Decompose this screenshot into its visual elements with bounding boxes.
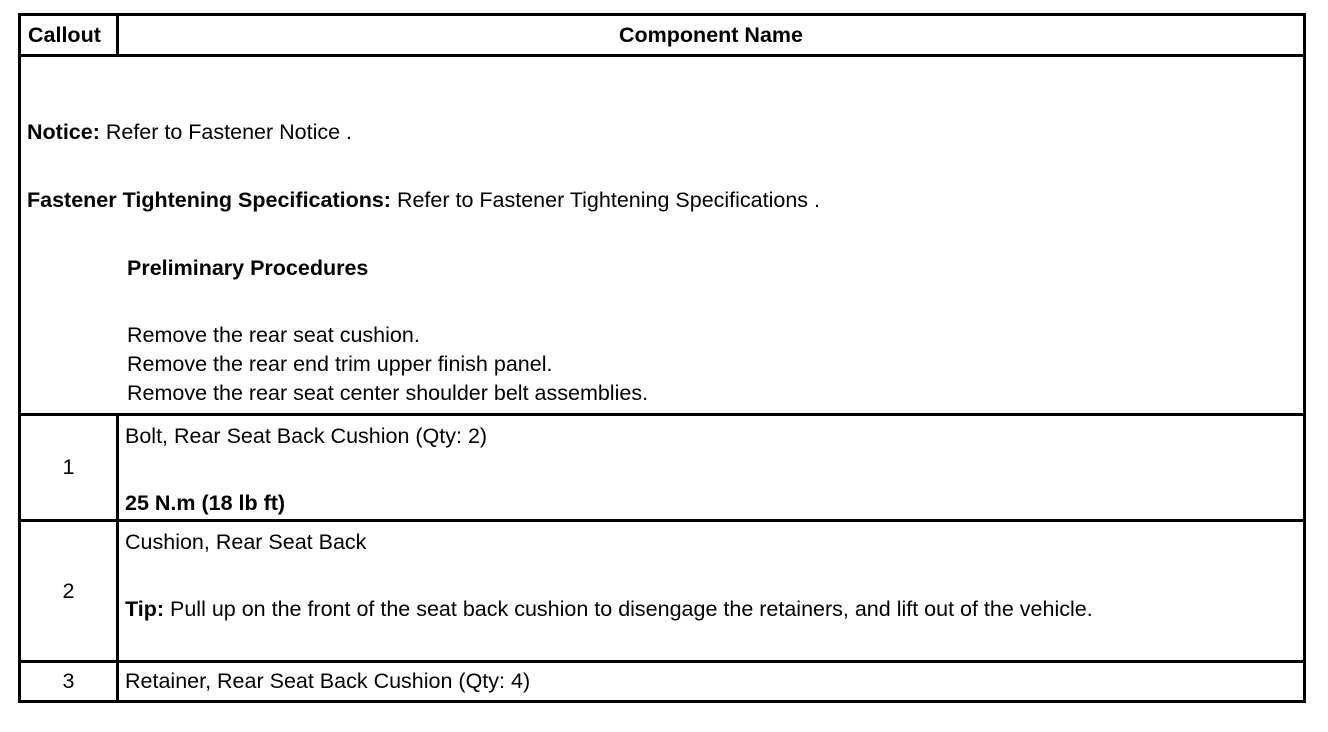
component-cell <box>118 662 1305 702</box>
table-row <box>20 521 1305 662</box>
tip-line <box>125 595 1093 624</box>
prelim-step: Remove the rear seat cushion. <box>127 323 420 347</box>
tip-label: Tip: <box>125 597 165 621</box>
torque-spec: 25 N.m (18 lb ft) <box>125 491 286 515</box>
spec-line <box>27 186 820 215</box>
intro-row <box>20 56 1305 415</box>
notice-text: Refer to Fastener Notice . <box>99 120 353 144</box>
prelim-step: Remove the rear seat center shoulder belt assemblies. <box>127 381 649 405</box>
spec-label: Fastener Tightening Specifications: <box>27 188 391 212</box>
component-cell <box>118 521 1305 662</box>
tip-text: Pull up on the front of the seat back cushion to disengage the retainers, and lift out of the vehicle. <box>164 597 1093 621</box>
intro-cell <box>20 56 1305 415</box>
prelim-step: Remove the rear end trim upper finish panel. <box>127 352 553 376</box>
spec-text: Refer to Fastener Tightening Specifications . <box>390 188 821 212</box>
notice-label: Notice: <box>27 120 100 144</box>
component-name: Bolt, Rear Seat Back Cushion (Qty: 2) <box>125 424 488 448</box>
callout-number: 3 <box>20 662 118 702</box>
header-component-name: Component Name <box>118 15 1305 56</box>
component-name: Cushion, Rear Seat Back <box>125 530 367 554</box>
component-cell <box>118 415 1305 521</box>
callout-number: 1 <box>20 415 118 521</box>
callout-number: 2 <box>20 521 118 662</box>
component-name: Retainer, Rear Seat Back Cushion (Qty: 4) <box>125 669 531 693</box>
prelim-title: Preliminary Procedures <box>127 256 369 280</box>
header-callout: Callout <box>20 15 118 56</box>
table-row <box>20 415 1305 521</box>
table-header-row <box>20 15 1305 56</box>
table-row <box>20 662 1305 702</box>
notice-line <box>27 118 352 147</box>
component-table <box>18 13 1306 703</box>
